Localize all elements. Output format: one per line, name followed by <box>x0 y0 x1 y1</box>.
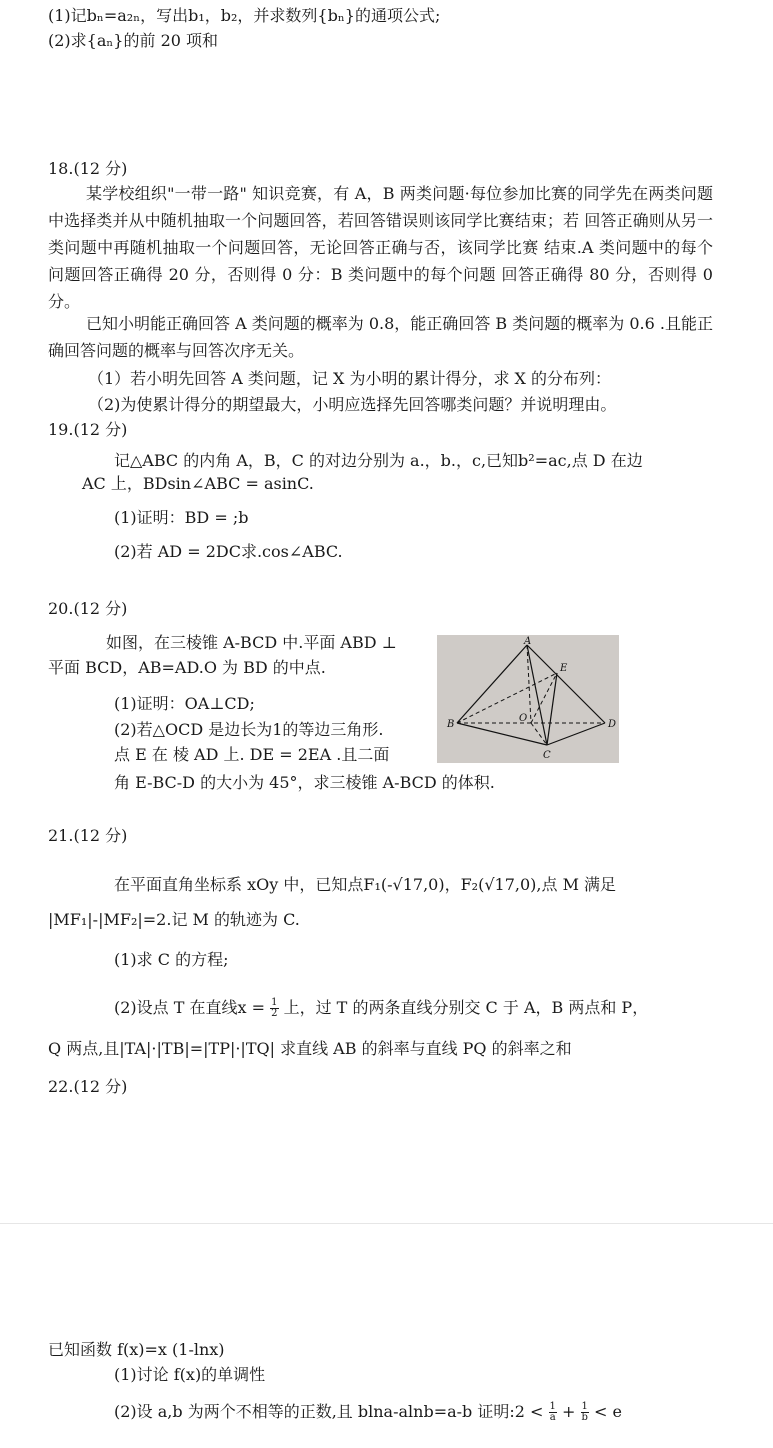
q19-line2: AC 上，BDsin∠ABC = asinC. <box>82 474 314 493</box>
q21-part1: (1)求 C 的方程; <box>114 950 229 969</box>
fraction-one-half <box>270 998 278 1019</box>
plus-sign: + <box>562 1402 576 1421</box>
q22-part2-post: < e <box>593 1402 622 1421</box>
fraction-denominator: a <box>549 1412 556 1423</box>
tetrahedron-figure <box>437 635 619 763</box>
q21-part2-line2: Q 两点,且|TA|·|TB|=|TP|·|TQ| 求直线 AB 的斜率与直线 PQ 的斜率之和 <box>48 1039 572 1058</box>
fraction-denominator: b <box>581 1412 588 1423</box>
q18-paragraph-2: 已知小明能正确回答 A 类问题的概率为 0.8，能正确回答 B 类问题的概率为 0.6 .且能正确回答问题的概率与回答次序无关。 <box>48 314 713 360</box>
q22-header: 22.(12 分) <box>48 1077 128 1096</box>
q17-part2: (2)求{aₙ}的前 20 项和 <box>48 31 219 50</box>
q19-part1: (1)证明：BD = ;b <box>114 508 249 527</box>
q19-part2: (2)若 AD = 2DC求.cos∠ABC. <box>114 542 343 561</box>
fraction-one-over-b <box>581 1402 589 1423</box>
fraction-one-over-a <box>549 1402 557 1423</box>
label-B: B <box>447 719 455 730</box>
q20-part2-line1: (2)若△OCD 是边长为1的等边三角形. <box>114 720 384 739</box>
q22-part2 <box>114 1400 622 1424</box>
q18-part1: （1）若小明先回答 A 类问题，记 X 为小明的累计得分，求 X 的分布列： <box>88 369 612 388</box>
q20-part2-line2: 点 E 在 棱 AD 上. DE = 2EA .且二面 <box>114 745 390 764</box>
q21-part2-pre: (2)设点 T 在直线x = <box>114 998 266 1017</box>
q18-paragraph-1: 某学校组织"一带一路" 知识竞赛，有 A，B 两类问题·每位参加比赛的同学先在两类问题中选择类并从中随机抽取一个问题回答，若回答错误则该同学比赛结束；若 回答正确则从另一类问题中再随机抽取一个问题回答，无论回答正确与否，该同学比赛 结束.A 类问题中的每个问题回答正确得 20 分，否则得 0 分：B 类问题中的每个问题 回答正确得 80 分，否则得 0 分。 <box>48 184 713 311</box>
q18-header: 18.(12 分) <box>48 159 128 178</box>
q21-header: 21.(12 分) <box>48 826 128 845</box>
q21-line2: |MF₁|-|MF₂|=2.记 M 的轨迹为 C. <box>48 910 300 929</box>
q21-part2-post: 上，过 T 的两条直线分别交 C 于 A，B 两点和 P， <box>283 998 649 1017</box>
q20-line1: 如图，在三棱锥 A-BCD 中.平面 ABD ⊥ <box>106 633 397 652</box>
label-E: E <box>560 663 568 674</box>
fraction-denominator: 2 <box>271 1008 278 1019</box>
fraction-numerator: 1 <box>549 1401 556 1412</box>
q22-part1: (1)讨论 f(x)的单调性 <box>114 1365 266 1384</box>
q20-part2-line3: 角 E-BC-D 的大小为 45°，求三棱锥 A-BCD 的体积. <box>114 773 495 792</box>
label-C: C <box>543 750 551 761</box>
q22-line1: 已知函数 f(x)=x (1-lnx) <box>48 1340 225 1359</box>
q20-line2: 平面 BCD，AB=AD.O 为 BD 的中点. <box>48 658 326 677</box>
q18-part2: （2)为使累计得分的期望最大，小明应选择先回答哪类问题？并说明理由。 <box>88 395 617 414</box>
label-O: O <box>519 713 528 724</box>
page-divider <box>0 1223 773 1224</box>
label-D: D <box>608 719 617 730</box>
q19-line1: 记△ABC 的内角 A，B，C 的对边分别为 a.，b.，c,已知b²=ac,点 D 在边 <box>114 451 643 470</box>
q19-header: 19.(12 分) <box>48 420 128 439</box>
fraction-numerator: 1 <box>271 997 278 1008</box>
q20-part1: (1)证明：OA⊥CD; <box>114 694 255 713</box>
q21-part2 <box>114 996 648 1020</box>
q17-part1: (1)记bₙ=a₂ₙ，写出b₁，b₂，并求数列{bₙ}的通项公式; <box>48 6 441 25</box>
fraction-numerator: 1 <box>581 1401 588 1412</box>
q22-part2-pre: (2)设 a,b 为两个不相等的正数,且 blna-alnb=a-b 证明:2 < <box>114 1402 544 1421</box>
q21-line1: 在平面直角坐标系 xOy 中，已知点F₁(-√17,0)，F₂(√17,0),点 M 满足 <box>114 875 617 894</box>
label-A: A <box>524 636 532 647</box>
q20-header: 20.(12 分) <box>48 599 128 618</box>
